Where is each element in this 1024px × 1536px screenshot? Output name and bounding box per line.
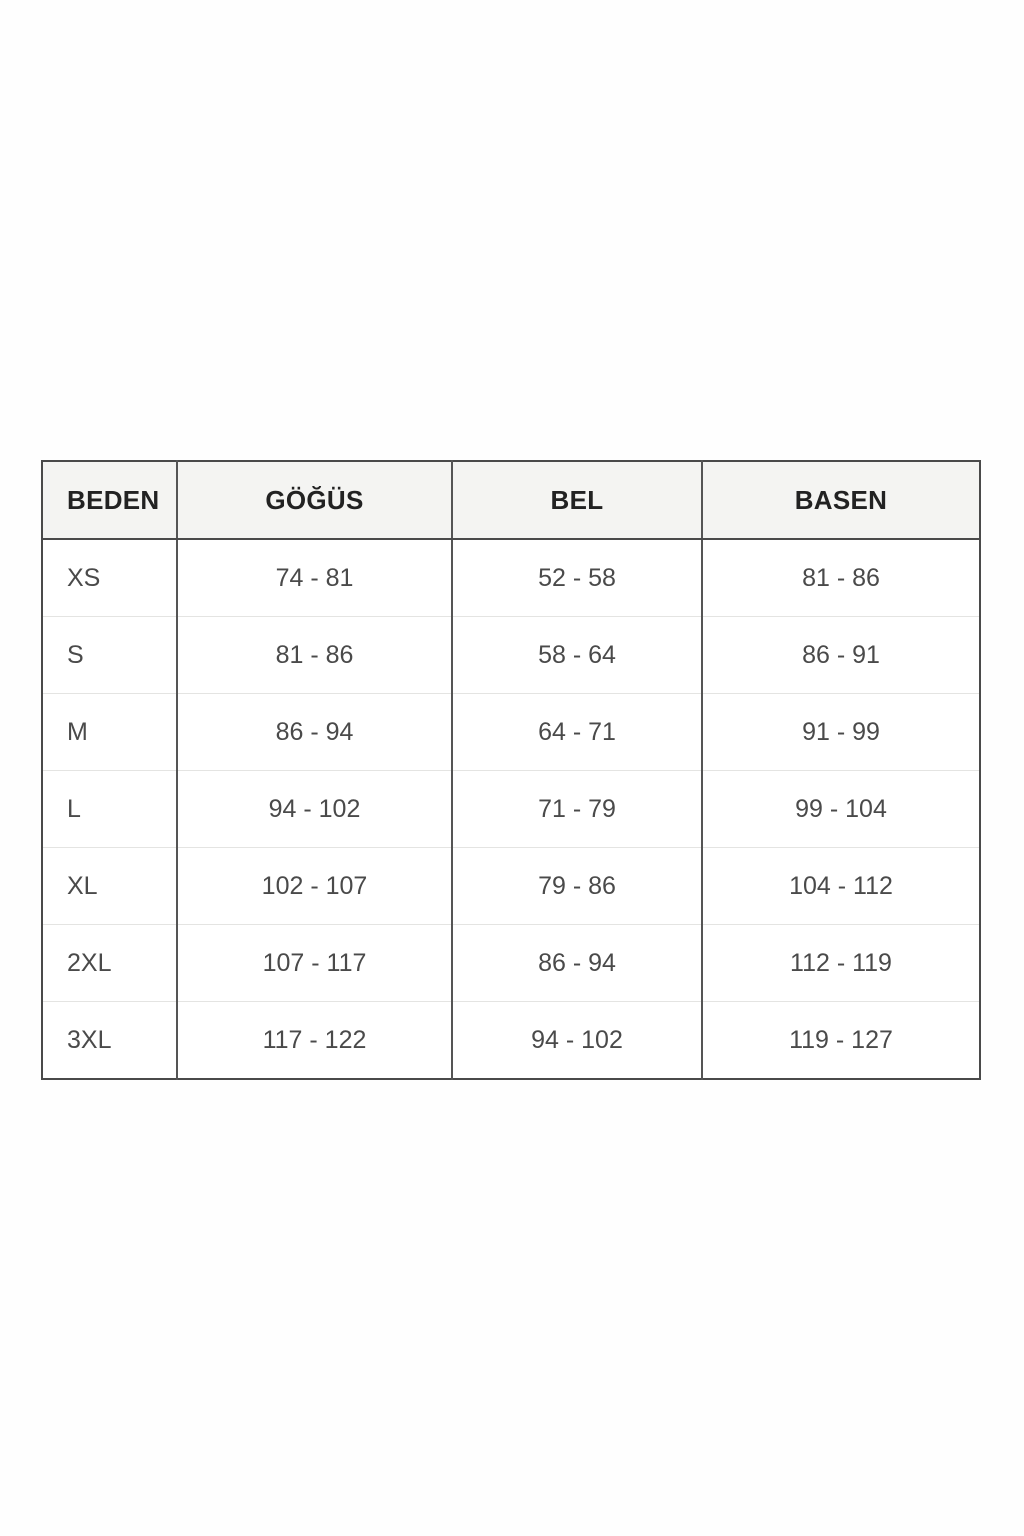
cell-bel: 79 - 86 xyxy=(452,848,702,925)
cell-basen: 81 - 86 xyxy=(702,539,980,617)
cell-beden: XS xyxy=(42,539,177,617)
cell-bel: 64 - 71 xyxy=(452,694,702,771)
cell-beden: S xyxy=(42,617,177,694)
table-row xyxy=(42,771,980,848)
column-header-bel: BEL xyxy=(452,461,702,539)
cell-beden: 2XL xyxy=(42,925,177,1002)
cell-bel: 58 - 64 xyxy=(452,617,702,694)
table-row xyxy=(42,694,980,771)
table-header-row xyxy=(42,461,980,539)
cell-bel: 86 - 94 xyxy=(452,925,702,1002)
cell-basen: 112 - 119 xyxy=(702,925,980,1002)
cell-bel: 94 - 102 xyxy=(452,1002,702,1080)
table-row xyxy=(42,848,980,925)
cell-basen: 104 - 112 xyxy=(702,848,980,925)
cell-gogus: 102 - 107 xyxy=(177,848,452,925)
cell-gogus: 117 - 122 xyxy=(177,1002,452,1080)
cell-bel: 71 - 79 xyxy=(452,771,702,848)
table-row xyxy=(42,617,980,694)
table-row xyxy=(42,1002,980,1080)
cell-beden: M xyxy=(42,694,177,771)
cell-gogus: 86 - 94 xyxy=(177,694,452,771)
size-chart-table xyxy=(41,460,981,1080)
cell-gogus: 107 - 117 xyxy=(177,925,452,1002)
cell-beden: 3XL xyxy=(42,1002,177,1080)
cell-basen: 91 - 99 xyxy=(702,694,980,771)
table-row xyxy=(42,925,980,1002)
cell-gogus: 94 - 102 xyxy=(177,771,452,848)
column-header-gogus: GÖĞÜS xyxy=(177,461,452,539)
column-header-basen: BASEN xyxy=(702,461,980,539)
cell-basen: 119 - 127 xyxy=(702,1002,980,1080)
cell-beden: L xyxy=(42,771,177,848)
cell-basen: 86 - 91 xyxy=(702,617,980,694)
table-row xyxy=(42,539,980,617)
column-header-beden: BEDEN xyxy=(42,461,177,539)
cell-basen: 99 - 104 xyxy=(702,771,980,848)
cell-beden: XL xyxy=(42,848,177,925)
table-body xyxy=(42,539,980,1079)
cell-bel: 52 - 58 xyxy=(452,539,702,617)
cell-gogus: 81 - 86 xyxy=(177,617,452,694)
cell-gogus: 74 - 81 xyxy=(177,539,452,617)
